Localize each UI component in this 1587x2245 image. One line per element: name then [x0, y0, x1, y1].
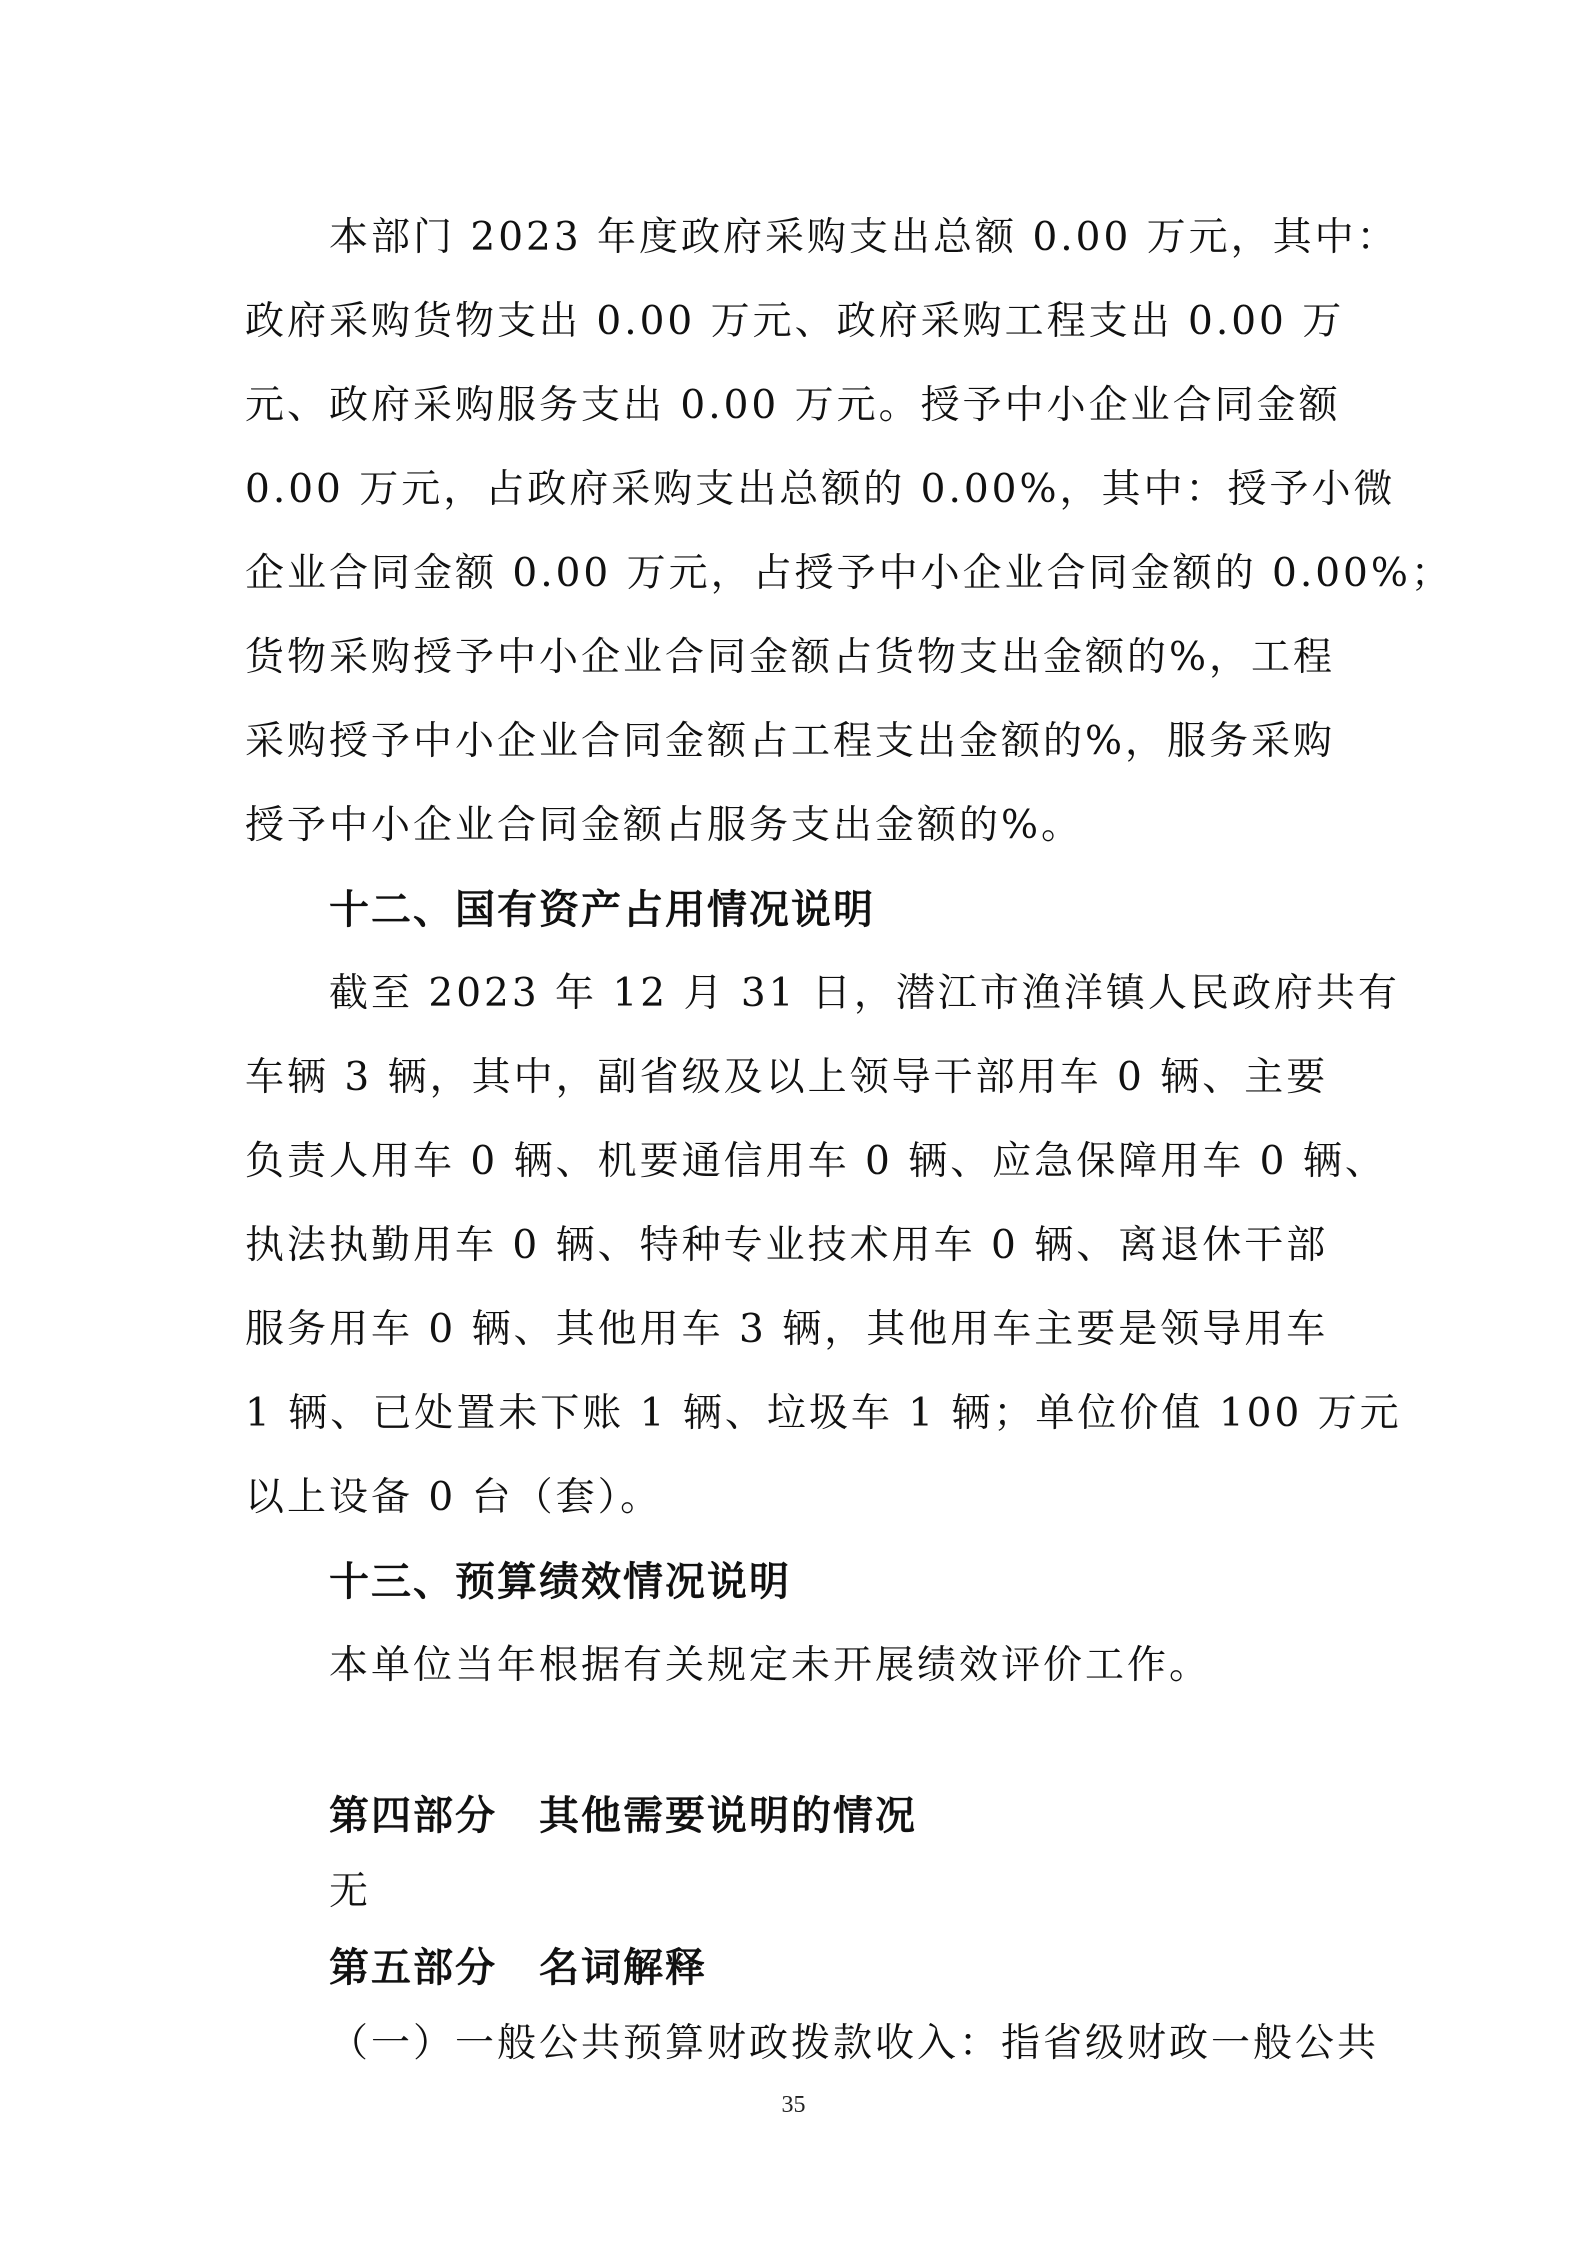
- part-5-heading: 第五部分 名词解释: [329, 1945, 707, 1991]
- page-content: [245, 196, 1453, 2082]
- part-4-heading: 第四部分 其他需要说明的情况: [329, 1793, 917, 1839]
- paragraph-line: 执法执勤用车 0 辆、特种专业技术用车 0 辆、离退休干部: [245, 1223, 1329, 1268]
- paragraph-line: 授予中小企业合同金额占服务支出金额的%。: [245, 803, 1084, 848]
- paragraph-line: 车辆 3 辆，其中，副省级及以上领导干部用车 0 辆、主要: [245, 1055, 1329, 1100]
- paragraph-line: 政府采购货物支出 0.00 万元、政府采购工程支出 0.00 万: [245, 299, 1345, 344]
- part-5-text: （一）一般公共预算财政拨款收入：指省级财政一般公共: [329, 2021, 1380, 2066]
- spacer: [245, 1708, 1345, 1778]
- section-13-text: 本单位当年根据有关规定未开展绩效评价工作。: [329, 1643, 1212, 1688]
- part-4-text: 无: [329, 1869, 372, 1914]
- paragraph-line: 企业合同金额 0.00 万元，占授予中小企业合同金额的 0.00%；: [245, 551, 1453, 596]
- paragraph-line: 服务用车 0 辆、其他用车 3 辆，其他用车主要是领导用车: [245, 1307, 1329, 1352]
- paragraph-line: 货物采购授予中小企业合同金额占货物支出金额的%，工程: [245, 635, 1336, 680]
- page-number: 35: [781, 2092, 806, 2118]
- paragraph-line: 采购授予中小企业合同金额占工程支出金额的%，服务采购: [245, 719, 1336, 764]
- paragraph-line: 0.00 万元，占政府采购支出总额的 0.00%，其中：授予小微: [245, 467, 1396, 512]
- paragraph-line: 负责人用车 0 辆、机要通信用车 0 辆、应急保障用车 0 辆、: [245, 1139, 1387, 1184]
- assets-paragraph: [245, 952, 1402, 1540]
- paragraph-line: 以上设备 0 台（套）。: [245, 1475, 663, 1520]
- paragraph-line: 截至 2023 年 12 月 31 日，潜江市渔洋镇人民政府共有: [329, 971, 1400, 1016]
- paragraph-line: 元、政府采购服务支出 0.00 万元。授予中小企业合同金额: [245, 383, 1341, 428]
- section-13-heading: 十三、预算绩效情况说明: [329, 1559, 791, 1605]
- paragraph-line: 本部门 2023 年度政府采购支出总额 0.00 万元，其中：: [329, 215, 1399, 260]
- procurement-paragraph: [245, 196, 1453, 868]
- paragraph-line: 1 辆、已处置未下账 1 辆、垃圾车 1 辆；单位价值 100 万元: [245, 1391, 1402, 1436]
- section-12-heading: 十二、国有资产占用情况说明: [329, 887, 875, 933]
